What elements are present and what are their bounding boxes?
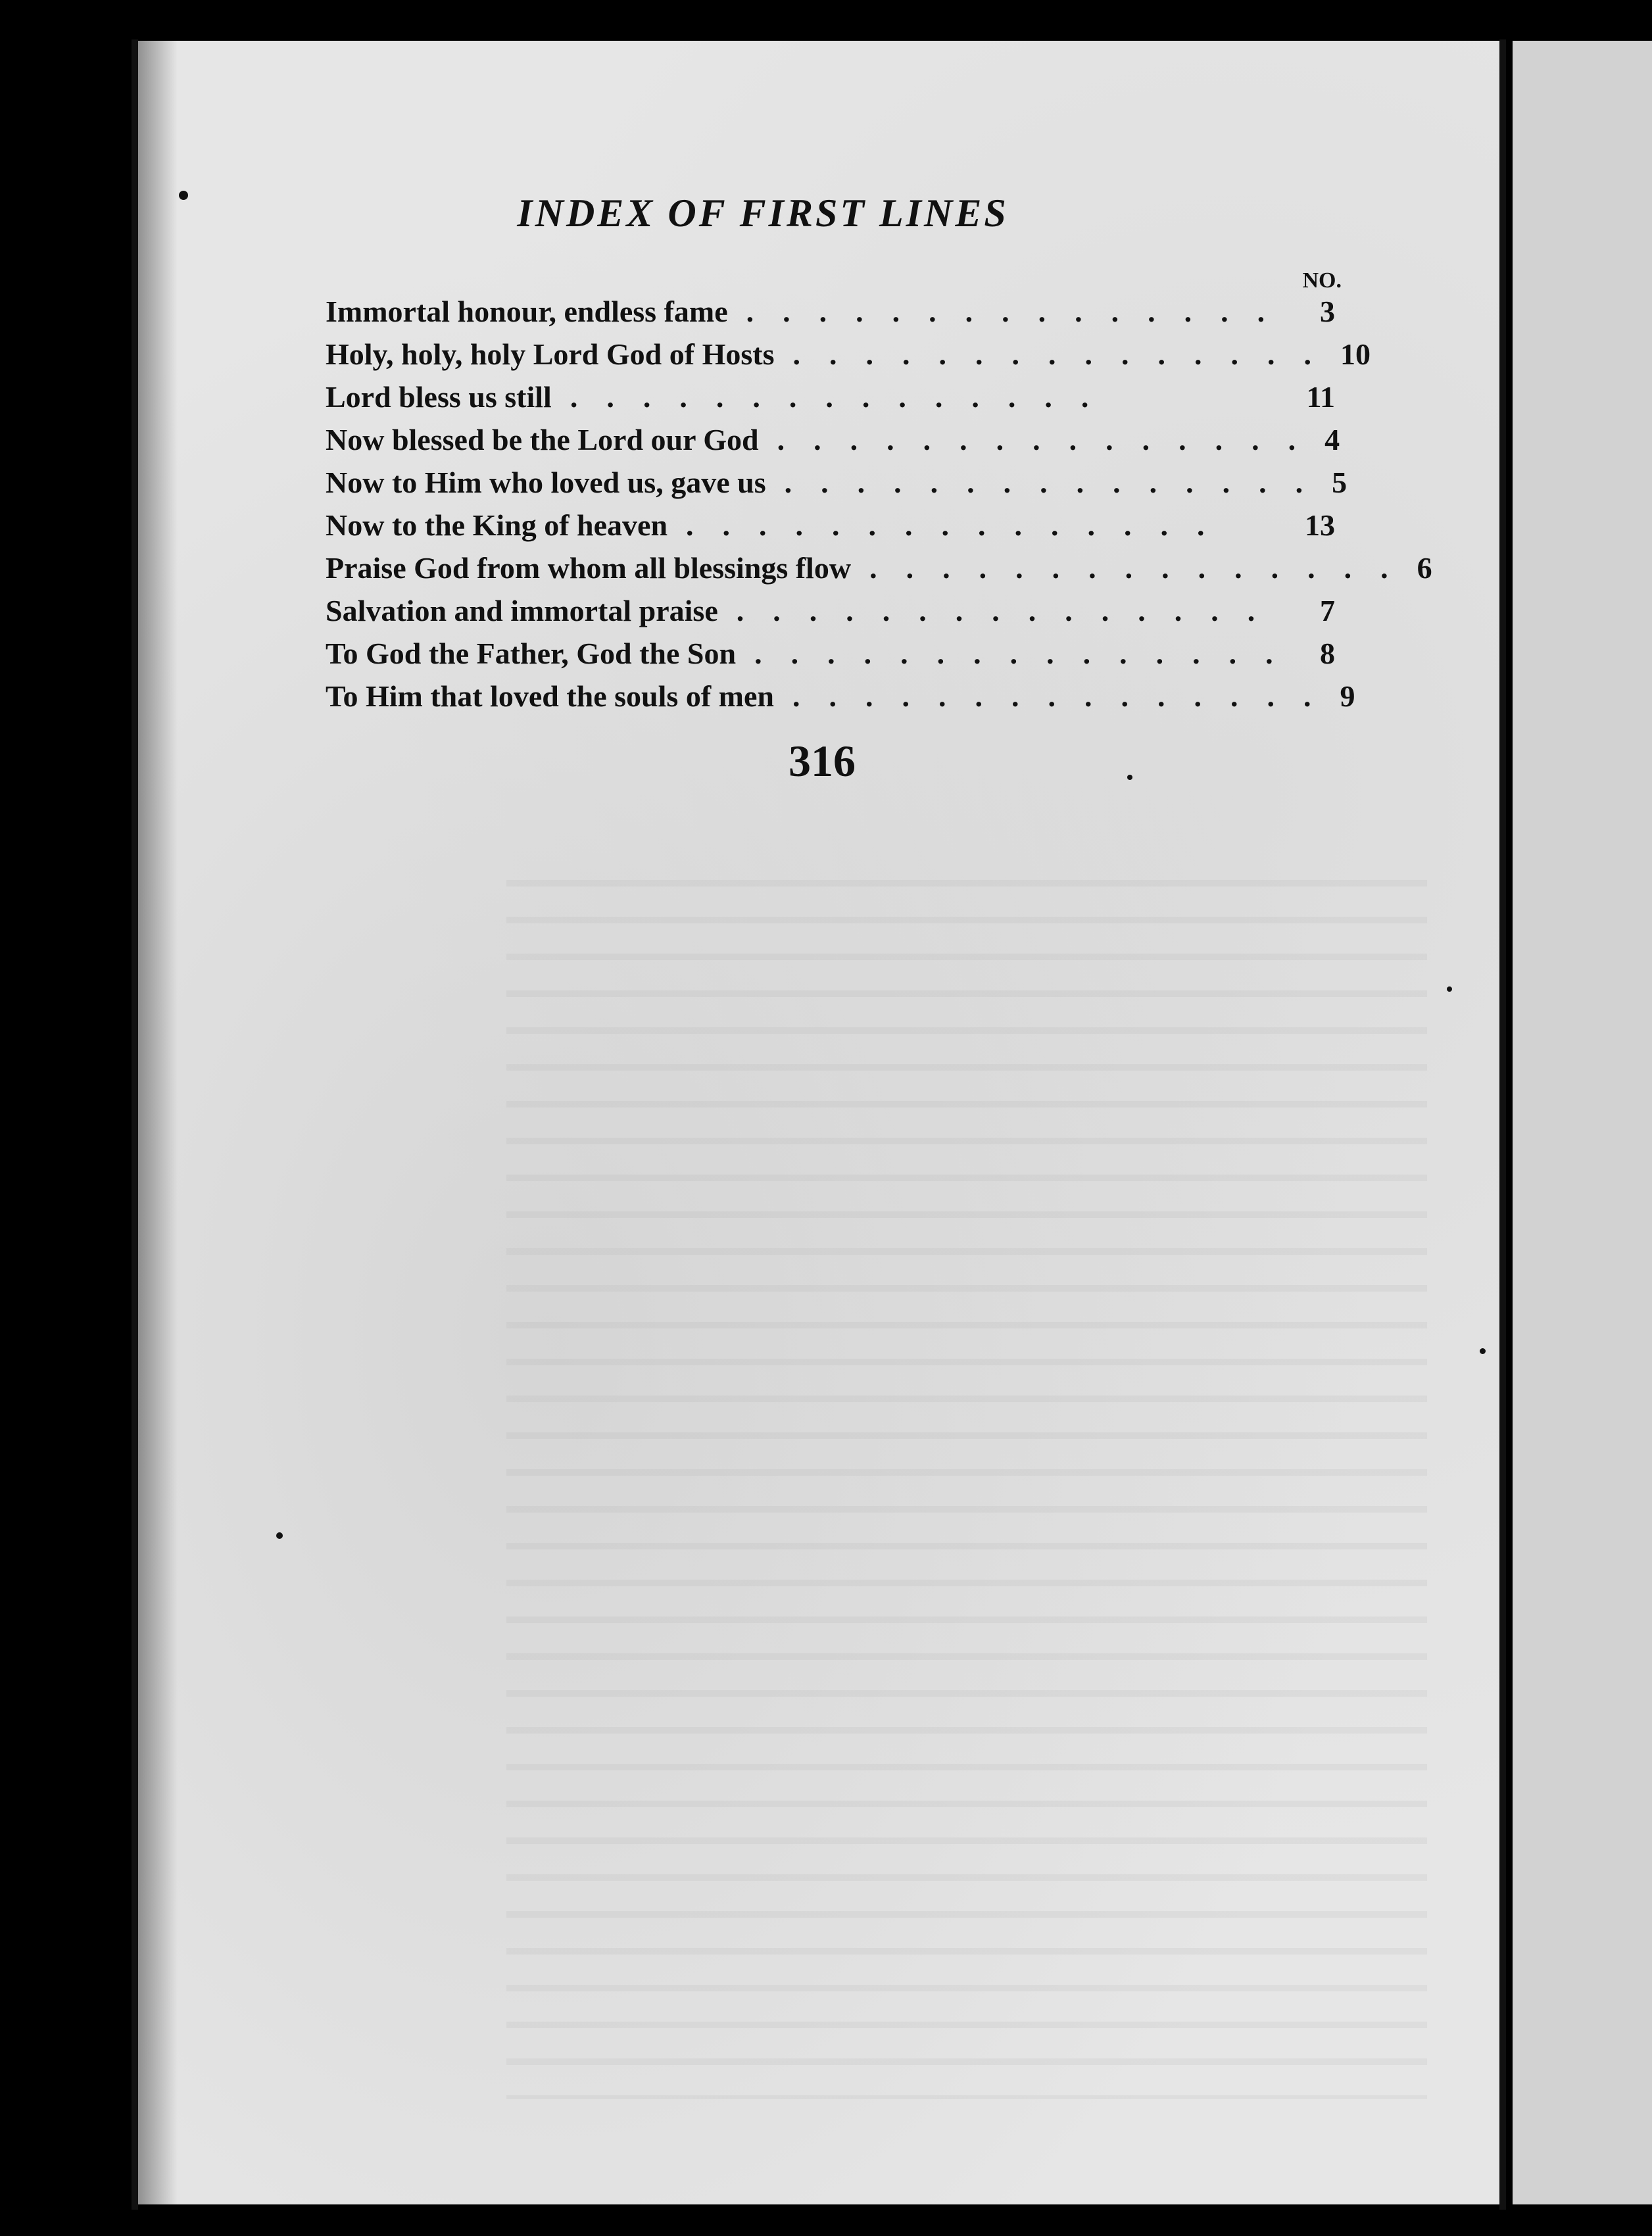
entry-hymn-number: 6 (1417, 551, 1432, 585)
adjacent-page-edge (1513, 41, 1652, 2204)
entry-hymn-number: 7 (1320, 594, 1335, 627)
index-entry (326, 465, 1348, 508)
ink-speck (1480, 1348, 1486, 1354)
ink-speck (179, 191, 188, 200)
index-entry (326, 294, 1335, 337)
entry-hymn-number: 8 (1320, 637, 1335, 670)
dot-leader: ............... (746, 295, 1294, 328)
entry-hymn-number: 9 (1340, 679, 1355, 713)
index-entry (326, 636, 1335, 679)
index-entry (326, 679, 1355, 721)
entry-first-line: To Him that loved the souls of men (326, 679, 774, 713)
dot-leader: ............... (736, 594, 1284, 627)
dot-leader: ............... (869, 551, 1417, 585)
dot-leader: ............... (792, 679, 1340, 713)
binding-edge-left (132, 39, 138, 2210)
entry-first-line: To God the Father, God the Son (326, 637, 737, 670)
dot-leader: ............... (686, 508, 1234, 542)
number-column-header: NO. (1302, 268, 1342, 293)
entry-hymn-number: 3 (1320, 295, 1335, 328)
entry-first-line: Now to the King of heaven (326, 508, 668, 542)
entry-first-line: Immortal honour, endless fame (326, 295, 728, 328)
entry-first-line: Lord bless us still (326, 380, 552, 414)
index-entry (326, 593, 1335, 636)
index-entry (326, 422, 1340, 465)
dot-leader: ............... (754, 637, 1302, 670)
index-entry (326, 379, 1335, 422)
index-entry (326, 337, 1371, 379)
page-number: 316 (789, 736, 856, 786)
entry-hymn-number: 10 (1340, 337, 1371, 371)
binding-edge-right (1499, 39, 1506, 2210)
first-lines-index (326, 294, 1432, 721)
page-gutter-shadow (138, 41, 178, 2204)
index-title: INDEX OF FIRST LINES (517, 191, 1009, 235)
entry-first-line: Salvation and immortal praise (326, 594, 718, 627)
entry-first-line: Now to Him who loved us, gave us (326, 466, 766, 499)
show-through-text (506, 850, 1427, 2099)
ink-speck (276, 1532, 283, 1539)
index-entry (326, 508, 1335, 550)
ink-speck (1447, 986, 1452, 992)
entry-hymn-number: 5 (1332, 466, 1348, 499)
entry-first-line: Praise God from whom all blessings flow (326, 551, 852, 585)
ink-speck (1127, 775, 1132, 780)
dot-leader: ............... (792, 337, 1340, 371)
dot-leader: ............... (784, 466, 1332, 499)
entry-hymn-number: 13 (1305, 508, 1335, 542)
index-entry (326, 550, 1432, 593)
entry-first-line: Now blessed be the Lord our God (326, 423, 759, 456)
entry-hymn-number: 11 (1306, 380, 1335, 414)
dot-leader: ............... (777, 423, 1325, 456)
entry-hymn-number: 4 (1324, 423, 1340, 456)
dot-leader: ............... (570, 380, 1118, 414)
entry-first-line: Holy, holy, holy Lord God of Hosts (326, 337, 775, 371)
